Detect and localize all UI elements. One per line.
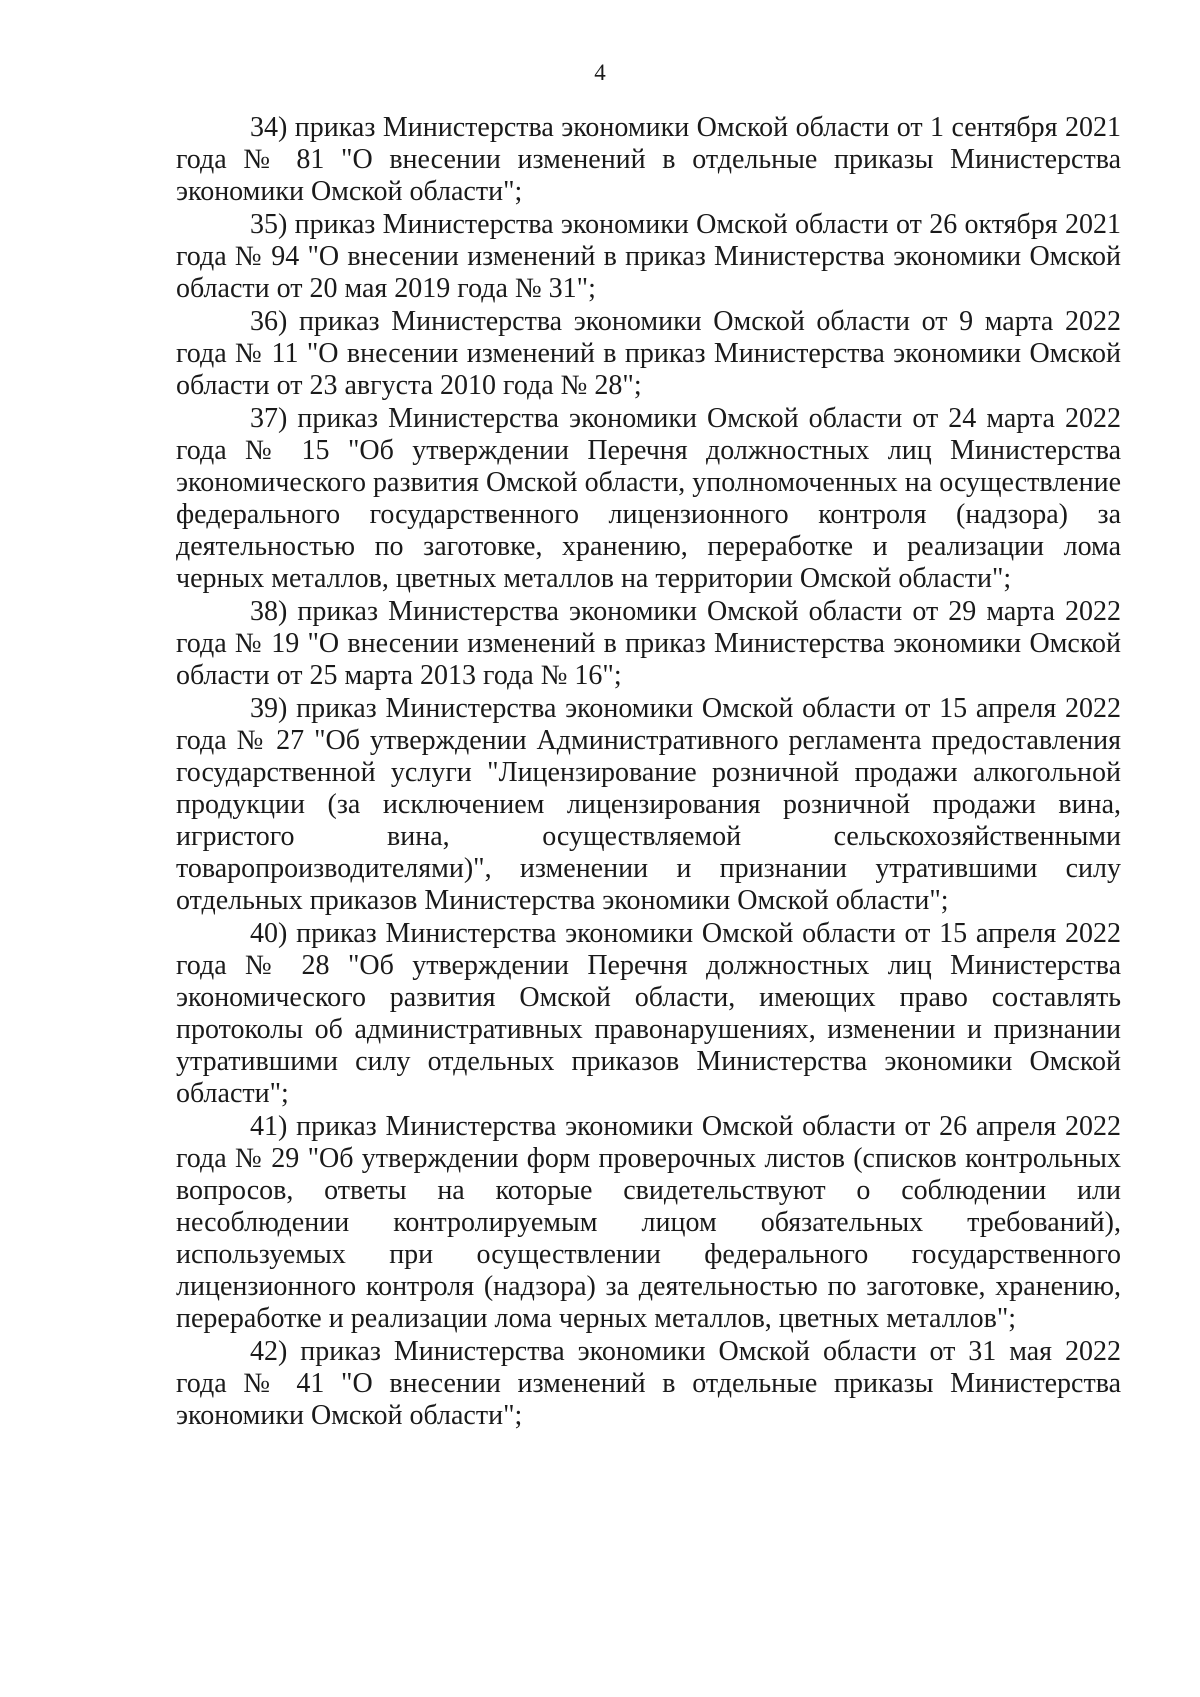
list-item: 37) приказ Министерства экономики Омской области от 24 марта 2022 года № 15 "Об утверждении Перечня должностных лиц Министерства экономического развития Омской области, уполномоченных на осуществление федерального государственного лицензионного контроля (надзора) за деятельностью по заготовке, хранению, переработке и реализации лома черных металлов, цветных металлов на территории Омской области"; (176, 403, 1121, 594)
list-item: 34) приказ Министерства экономики Омской области от 1 сентября 2021 года № 81 "О внесении изменений в отдельные приказы Министерства экономики Омской области"; (176, 112, 1121, 207)
list-item: 42) приказ Министерства экономики Омской области от 31 мая 2022 года № 41 "О внесении изменений в отдельные приказы Министерства экономики Омской области"; (176, 1336, 1121, 1431)
list-item: 40) приказ Министерства экономики Омской области от 15 апреля 2022 года № 28 "Об утверждении Перечня должностных лиц Министерства экономического развития Омской области, имеющих право составлять протоколы об административных правонарушениях, изменении и признании утратившими силу отдельных приказов Министерства экономики Омской области"; (176, 918, 1121, 1109)
list-item: 41) приказ Министерства экономики Омской области от 26 апреля 2022 года № 29 "Об утверждении форм проверочных листов (списков контрольных вопросов, ответы на которые свидетельствуют о соблюдении или несоблюдении контролируемым лицом обязательных требований), используемых при осуществлении федерального государственного лицензионного контроля (надзора) за деятельностью по заготовке, хранению, переработке и реализации лома черных металлов, цветных металлов"; (176, 1111, 1121, 1334)
list-item: 35) приказ Министерства экономики Омской области от 26 октября 2021 года № 94 "О внесении изменений в приказ Министерства экономики Омской области от 20 мая 2019 года № 31"; (176, 209, 1121, 304)
list-item: 38) приказ Министерства экономики Омской области от 29 марта 2022 года № 19 "О внесении изменений в приказ Министерства экономики Омской области от 25 марта 2013 года № 16"; (176, 596, 1121, 691)
page-number: 4 (594, 60, 606, 85)
list-item: 36) приказ Министерства экономики Омской области от 9 марта 2022 года № 11 "О внесении изменений в приказ Министерства экономики Омской области от 23 августа 2010 года № 28"; (176, 306, 1121, 401)
list-item: 39) приказ Министерства экономики Омской области от 15 апреля 2022 года № 27 "Об утверждении Административного регламента предоставления государственной услуги "Лицензирование розничной продажи алкогольной продукции (за исключением лицензирования розничной продажи вина, игристого вина, осуществляемой сельскохозяйственными товаропроизводителями)", изменении и признании утратившими силу отдельных приказов Министерства экономики Омской области"; (176, 693, 1121, 916)
document-body (176, 112, 1121, 1433)
